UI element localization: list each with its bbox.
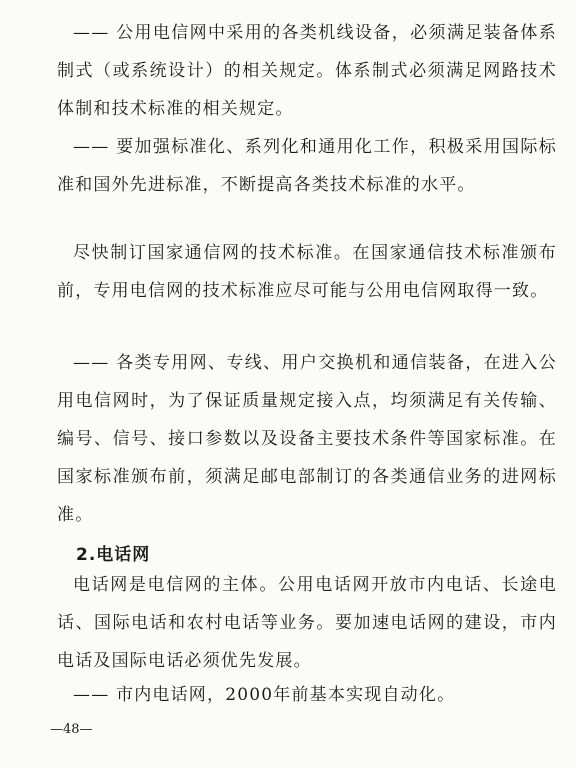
paragraph-equipment-standards: —— 公用电信网中采用的各类机线设备，必须满足装备体系制式（或系统设计）的相关规定。体系制式必须满足网路技术体制和技术标准的相关规定。 <box>57 23 557 119</box>
paragraph-local-telephone: —— 市内电话网，2000年前基本实现自动化。 <box>73 685 456 705</box>
page-number: —48— <box>50 722 93 737</box>
paragraph-national-standards: 尽快制订国家通信网的技术标准。在国家通信技术标准颁布前，专用电信网的技术标准应尽可能与公用电信网取得一致。 <box>57 243 557 301</box>
paragraph-telephone-network: 电话网是电信网的主体。公用电话网开放市内电话、长途电话、国际电话和农村电话等业务。要加速电话网的建设，市内电话及国际电话必须优先发展。 <box>57 575 557 671</box>
paragraph-standardization: —— 要加强标准化、系列化和通用化工作，积极采用国际标准和国外先进标准，不断提高各类技术标准的水平。 <box>57 137 557 195</box>
section-heading-telephone-network: 2.电话网 <box>76 545 151 565</box>
paragraph-network-access: —— 各类专用网、专线、用户交换机和通信装备，在进入公用电信网时，为了保证质量规定接入点，均须满足有关传输、编号、信号、接口参数以及设备主要技术条件等国家标准。在国家标准颁布前，须满足邮电部制订的各类通信业务的进网标准。 <box>57 353 557 525</box>
